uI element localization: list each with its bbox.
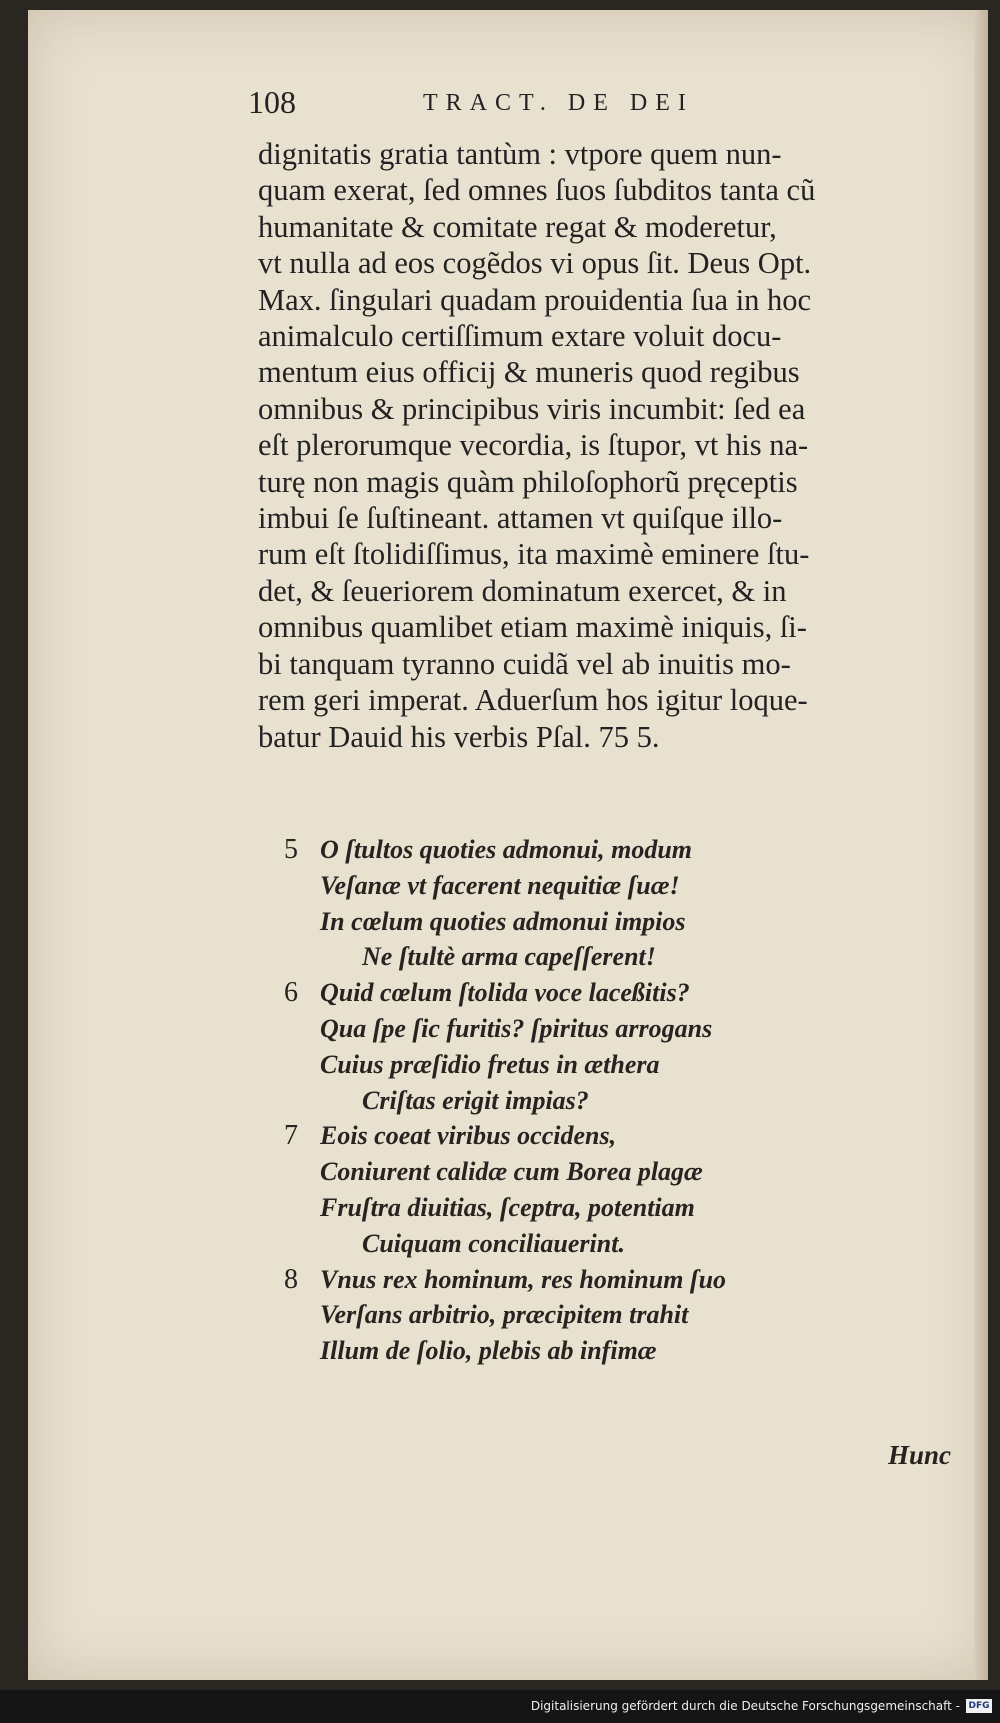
stanza-number: 7 bbox=[284, 1120, 298, 1152]
prose-line: rem geri imperat. Aduerſum hos igitur loque- bbox=[258, 683, 808, 718]
stanza-number: 5 bbox=[284, 834, 298, 865]
stanza bbox=[284, 832, 884, 975]
prose-line: det, & ſeueriorem dominatum exercet, & in bbox=[258, 573, 787, 608]
prose-line: imbui ſe ſuſtineant. attamen vt quiſque illo- bbox=[258, 501, 783, 536]
prose-line: turę non magis quàm philoſophorũ pręceptis bbox=[258, 464, 798, 499]
psalm-verse-block bbox=[284, 832, 884, 1369]
digitization-footer bbox=[0, 1690, 1000, 1723]
prose-line: rum eſt ſtolidiſſimus, ita maximè eminere ſtu- bbox=[258, 537, 810, 572]
catchword: Hunc bbox=[888, 1440, 952, 1470]
stanza-number: 6 bbox=[284, 977, 298, 1009]
verse-line: Coniurent calidæ cum Borea plagæ bbox=[320, 1157, 703, 1187]
verse-line: Qua ſpe ſic furitis? ſpiritus arrogans bbox=[320, 1013, 713, 1043]
prose-line: quam exerat, ſed omnes ſuos ſubditos tanta cũ bbox=[258, 173, 816, 208]
prose-line: omnibus quamlibet etiam maximè iniquis, ſi- bbox=[258, 610, 807, 645]
verse-line: Cuiquam conciliauerint. bbox=[362, 1228, 625, 1258]
verse-line: Criſtas erigit impias? bbox=[362, 1085, 589, 1115]
prose-line: dignitatis gratia tantùm : vtpore quem nun- bbox=[258, 137, 782, 171]
prose-line: omnibus & principibus viris incumbit: ſed ea bbox=[258, 391, 806, 426]
verse-line: Veſanæ vt facerent nequitiæ ſuæ! bbox=[320, 870, 680, 900]
verse-line: Illum de ſolio, plebis ab infimæ bbox=[320, 1336, 657, 1366]
verse-line: Cuius præſidio fretus in æthera bbox=[320, 1049, 660, 1079]
verse-line: Fruſtra diuitias, ſceptra, potentiam bbox=[320, 1192, 695, 1222]
stanza bbox=[284, 975, 884, 1118]
prose-line: Max. ſingulari quadam prouidentia ſua in hoc bbox=[258, 282, 812, 317]
prose-line: bi tanquam tyranno cuidã vel ab inuitis mo- bbox=[258, 646, 791, 681]
stanza bbox=[284, 1118, 884, 1261]
verse-line: In cœlum quoties admonui impios bbox=[320, 906, 686, 936]
verse-line: Quid cœlum ſtolida voce laceßitis? bbox=[320, 978, 690, 1008]
verse-line: Verſans arbitrio, præcipitem trahit bbox=[320, 1300, 689, 1330]
running-title: TRACT. DE DEI bbox=[423, 90, 694, 116]
verse-line: O ſtultos quoties admonui, modum bbox=[320, 835, 693, 864]
stanza bbox=[284, 1262, 884, 1369]
running-head bbox=[248, 84, 808, 124]
prose-line: animalculo certiſſimum extare voluit docu- bbox=[258, 319, 782, 354]
prose-line: vt nulla ad eos cogẽdos vi opus ſit. Deus Opt. bbox=[258, 246, 812, 281]
page-number: 108 bbox=[248, 84, 296, 120]
verse-line: Eois coeat viribus occidens, bbox=[320, 1121, 617, 1151]
prose-line: eſt plerorumque vecordia, is ſtupor, vt his na- bbox=[258, 428, 809, 463]
stanza-number: 8 bbox=[284, 1263, 298, 1295]
verse-line: Vnus rex hominum, res hominum ſuo bbox=[320, 1264, 727, 1294]
prose-line: batur Dauid his verbis Pſal. 75 5. bbox=[258, 719, 660, 754]
verse-line: Ne ſtultè arma capeſſerent! bbox=[362, 942, 656, 972]
prose-block bbox=[258, 136, 898, 755]
footer-credit: Digitalisierung gefördert durch die Deutsche Forschungsgemeinschaft - bbox=[530, 1699, 960, 1713]
dfg-logo: DFG bbox=[966, 1699, 992, 1713]
prose-line: humanitate & comitate regat & moderetur, bbox=[258, 209, 777, 244]
page-edge bbox=[974, 10, 988, 1680]
prose-line: mentum eius officij & muneris quod regibus bbox=[258, 355, 800, 390]
